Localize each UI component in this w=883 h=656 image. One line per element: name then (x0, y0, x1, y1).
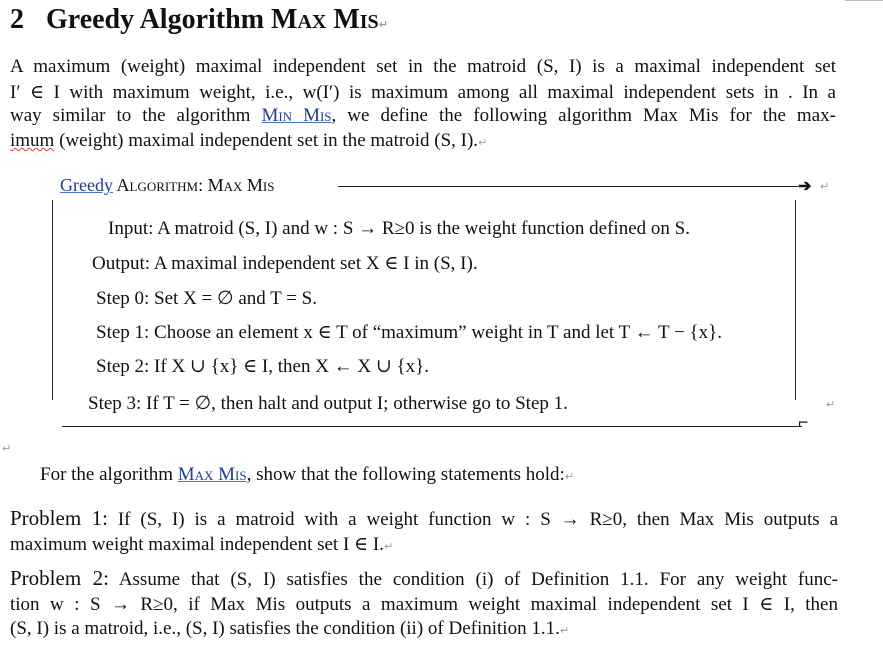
prompt-text-b: , show that the following statements hold: (246, 464, 565, 485)
box-top-rule (338, 186, 798, 187)
greedy-word: Greedy (60, 175, 113, 195)
corner-rule (845, 0, 883, 1)
paragraph-mark: ↵ (378, 18, 388, 31)
paragraph-mark: ↵ (383, 540, 394, 553)
section-title-mis: Mis (333, 4, 379, 35)
section-title-prefix: Greedy Algorithm (46, 4, 272, 35)
problem-2-line-2: tion w : S → R≥0, if Max Mis outputs a maximum weight maximal independent set I ∈ I, then (10, 594, 838, 615)
problem-1-text-2: maximum weight maximal independent set I ∈ I. (10, 534, 384, 555)
box-right-rule (795, 200, 796, 400)
paragraph-mark: ↵ (559, 624, 570, 637)
problem-2-text-3: (S, I) is a matroid, i.e., (S, I) satisfies the condition (ii) of Definition 1.1. (10, 618, 560, 639)
box-bottom-rule (62, 426, 802, 427)
intro-line-3-a: way similar to the algorithm (10, 105, 262, 126)
prompt-line (40, 464, 574, 486)
paragraph-mark: ↵ (2, 442, 12, 455)
algorithm-header (60, 175, 274, 196)
intro-line-2: I′ ∈ I with maximum weight, i.e., w(I′) is maximum among all maximal independent sets in . In a (10, 82, 836, 103)
box-left-rule (52, 200, 53, 400)
box-corner-mark: ⌐ (798, 412, 809, 432)
intro-line-4-a: imum (10, 130, 55, 151)
problem-1-text: If (S, I) is a matroid with a weight function w : S → R≥0, then Max Mis outputs a (107, 509, 839, 530)
algorithm-step-0: Step 0: Set X = ∅ and T = S. (96, 288, 317, 309)
algorithm-header-rest: Algorithm: Max Mis (112, 175, 275, 195)
max-mis-link[interactable]: Max Mis (177, 464, 247, 485)
problem-2-line-3 (10, 618, 569, 640)
algorithm-step-3: Step 3: If T = ∅, then halt and output I; otherwise go to Step 1. (88, 393, 568, 414)
problem-1-line-2 (10, 533, 393, 556)
header-arrow-mark: ➔ (798, 178, 812, 195)
algorithm-step-1: Step 1: Choose an element x ∈ T of “maximum” weight in T and let T ← T − {x}. (96, 322, 722, 343)
section-title-max: Max (271, 4, 327, 35)
intro-line-1: A maximum (weight) maximal independent set in the matroid (S, I) is a maximal independent set (10, 56, 836, 77)
paragraph-mark: ↵ (478, 136, 488, 149)
paragraph-mark: ↵ (826, 398, 836, 411)
prompt-text-a: For the algorithm (40, 464, 178, 485)
paragraph-mark: ↵ (564, 470, 575, 483)
section-heading (10, 4, 388, 36)
min-mis-link[interactable]: Min Mis (261, 105, 332, 126)
algorithm-output: Output: A maximal independent set X ∈ I in (S, I). (92, 253, 478, 274)
problem-2-line-1 (10, 566, 838, 591)
problem-2-label: Problem 2: (10, 566, 109, 590)
paragraph-mark: ↵ (820, 180, 830, 193)
problem-1-label: Problem 1: (10, 506, 108, 530)
intro-line-4-b: (weight) maximal independent set in the matroid (S, I). (54, 130, 479, 151)
problem-1-line-1 (10, 506, 838, 531)
algorithm-step-2: Step 2: If X ∪ {x} ∈ I, then X ← X ∪ {x}. (96, 356, 430, 377)
intro-line-4 (10, 130, 487, 152)
problem-2-text: Assume that (S, I) satisfies the condition (i) of Definition 1.1. For any weight func- (108, 569, 839, 590)
section-number: 2 (10, 4, 24, 35)
algorithm-input: Input: A matroid (S, I) and w : S → R≥0 is the weight function defined on S. (108, 218, 690, 239)
intro-line-3 (10, 105, 836, 127)
intro-line-3-b: , we define the following algorithm Max Mis for the max- (331, 105, 836, 126)
